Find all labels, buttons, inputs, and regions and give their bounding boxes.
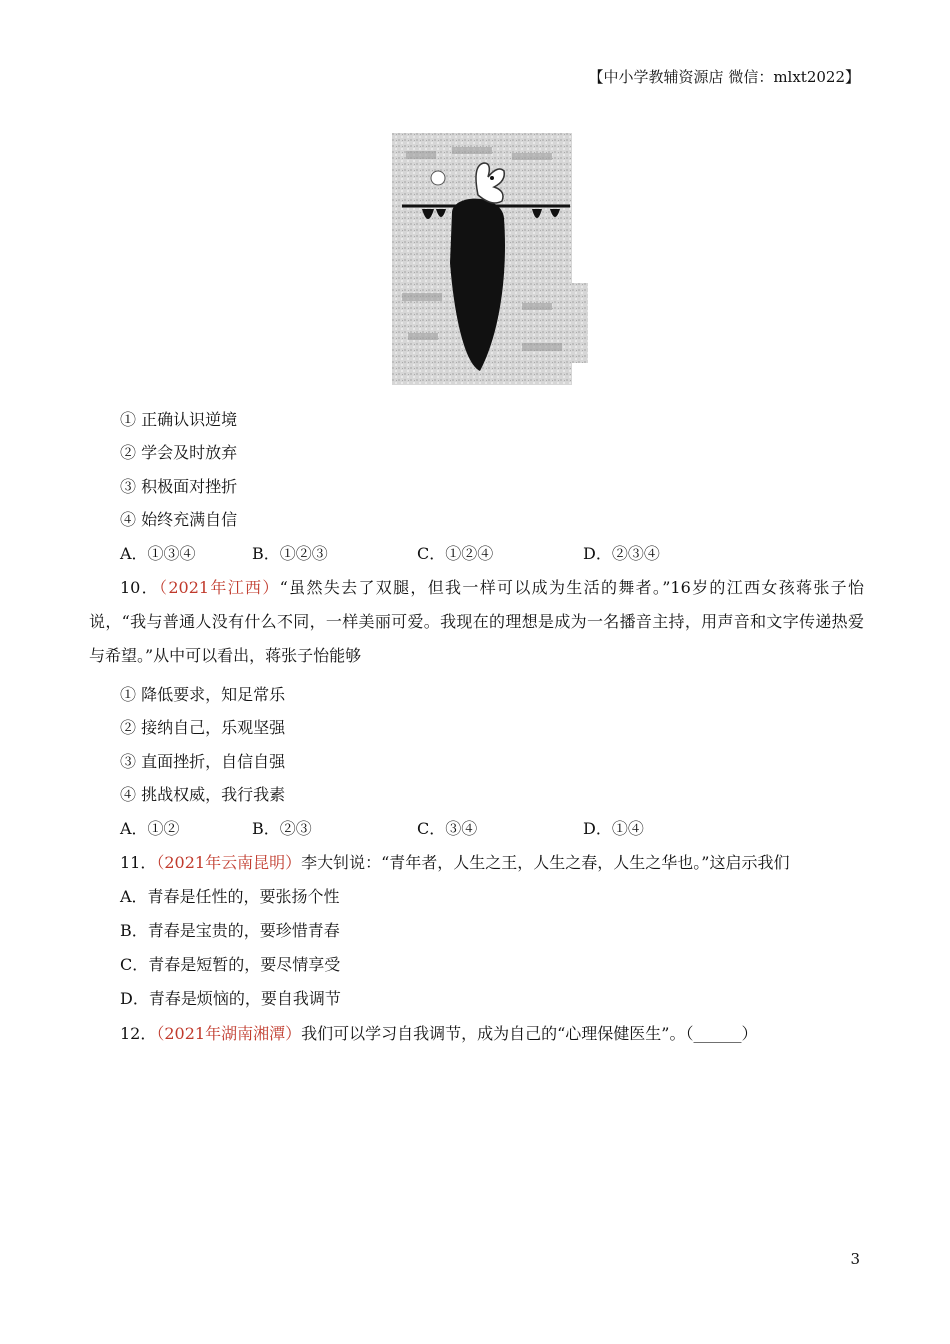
q11-option-d: D．青春是烦恼的，要自我调节 — [120, 989, 341, 1008]
carrot-cartoon-icon — [392, 133, 588, 385]
q10-stem — [89, 571, 864, 673]
q10-item-1: ① 降低要求，知足常乐 — [120, 685, 286, 704]
q9-item-4: ④ 始终充满自信 — [120, 510, 238, 529]
carrot-figure-image — [392, 133, 588, 385]
q11-source: （2021年云南昆明） — [156, 853, 302, 872]
q9-item-2: ② 学会及时放弃 — [120, 443, 238, 462]
q9-option-a: A．①③④ — [120, 544, 196, 563]
q9-item-3: ③ 积极面对挫折 — [120, 477, 238, 496]
q10-item-3: ③ 直面挫折，自信自强 — [120, 752, 286, 771]
q11-stem — [120, 853, 789, 873]
q10-option-d: D．①④ — [583, 819, 644, 838]
q10-item-4: ④ 挑战权威，我行我素 — [120, 785, 286, 804]
q11-option-c: C．青春是短暂的，要尽情享受 — [120, 955, 341, 974]
q10-option-b: B．②③ — [252, 819, 312, 838]
page-number: 3 — [850, 1250, 860, 1268]
q11-option-b: B．青春是宝贵的，要珍惜青春 — [120, 921, 340, 940]
q10-number: 10． — [120, 578, 160, 597]
q11-number: 11． — [120, 853, 157, 872]
page-header: 【中小学教辅资源店 微信：mlxt2022】 — [588, 68, 860, 86]
q11-option-a: A．青春是任性的，要张扬个性 — [120, 887, 340, 906]
q9-option-b: B．①②③ — [252, 544, 328, 563]
q11-text: 李大钊说：“青年者，人生之王，人生之春，人生之华也。”这启示我们 — [301, 853, 790, 872]
q9-option-c: C．①②④ — [417, 544, 494, 563]
q9-option-d: D．②③④ — [583, 544, 660, 563]
q9-item-1: ① 正确认识逆境 — [120, 410, 238, 429]
q10-option-c: C．③④ — [417, 819, 478, 838]
q10-text: “虽然失去了双腿，但我一样可以成为生活的舞者。”16岁的江西女孩蒋张子怡说，“我与普通人没有什么不同，一样美丽可爱。我现在的理想是成为一名播音主持，用声音和文字传递热爱与希望。”从中可以看出，蒋张子怡能够 — [89, 578, 864, 665]
q10-item-2: ② 接纳自己，乐观坚强 — [120, 718, 286, 737]
q10-source: （2021年江西） — [159, 578, 280, 597]
q12-text: 我们可以学习自我调节，成为自己的“心理保健医生”。（______） — [301, 1024, 758, 1043]
q12-number: 12． — [120, 1024, 157, 1043]
q12-stem — [120, 1024, 757, 1044]
q10-option-a: A．①② — [120, 819, 180, 838]
q12-source: （2021年湖南湘潭） — [156, 1024, 302, 1043]
